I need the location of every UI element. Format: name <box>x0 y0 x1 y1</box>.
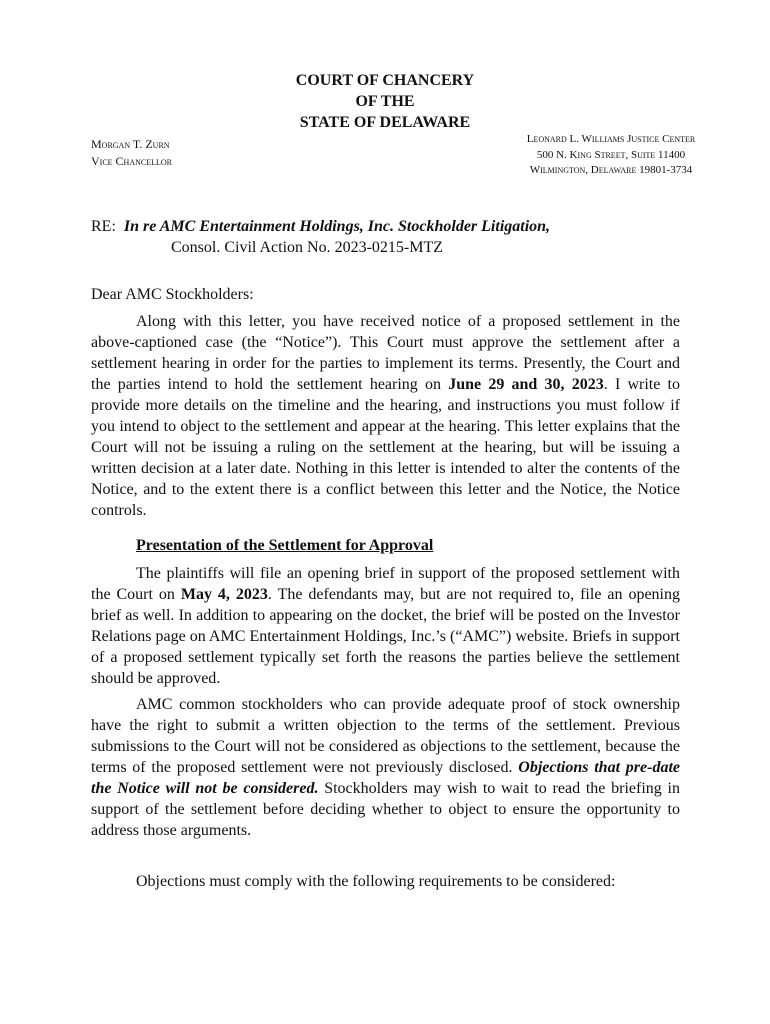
paragraph-4-text: Objections must comply with the following requirements to be considered: <box>136 873 616 890</box>
re-line1 <box>91 216 550 237</box>
court-title-line2: OF THE <box>355 93 415 110</box>
court-title-line1: COURT OF CHANCERY <box>295 72 475 89</box>
paragraph-1-text-a: Along with this letter, you have received notice of a proposed settlement in the above-captioned case (the “Notice”). This Court must approve the settlement after a settlement hearing in order for the parties to implement its terms. Presently, the Court and the parties intend to hold the settlement hearing on <box>91 313 680 393</box>
judge-title: Vice Chancellor <box>91 154 172 168</box>
paragraph-1 <box>91 311 680 521</box>
court-title <box>0 70 770 133</box>
paragraph-2-text-a: The plaintiffs will file an opening brief in support of the proposed settlement with the Court on <box>91 565 680 603</box>
section-heading: Presentation of the Settlement for Approval <box>136 537 434 554</box>
paragraph-3-text-b: Stockholders may wish to wait to read the briefing in support of the settlement before deciding whether to object to ensure the opportunity to address those arguments. <box>91 780 680 839</box>
re-label: RE: <box>91 218 116 235</box>
paragraph-2-text-b: . The defendants may, but are not required to, file an opening brief as well. In addition to appearing on the docket, the brief will be posted on the Investor Relations page on AMC Entertainment Holdings, Inc.’s (“AMC”) website. Briefs in support of a proposed settlement typically set forth the reasons the parties believe the settlement should be approved. <box>91 586 680 687</box>
judge-name: Morgan T. Zurn <box>91 137 170 151</box>
salutation: Dear AMC Stockholders: <box>91 286 254 303</box>
hearing-date: June 29 and 30, 2023 <box>448 376 604 393</box>
address-line2: 500 N. King Street, Suite 11400 <box>536 148 686 161</box>
paragraph-4 <box>91 871 680 892</box>
re-case-name: In re AMC Entertainment Holdings, Inc. Stockholder Litigation, <box>123 218 551 235</box>
paragraph-3-text-a: AMC common stockholders who can provide adequate proof of stock ownership have the right to submit a written objection to the terms of the settlement. Previous submissions to the Court will not be considered as objections to the settlement, because the terms of the proposed settlement were not previously disclosed. <box>91 696 680 776</box>
address-line3: Wilmington, Delaware 19801-3734 <box>529 164 693 176</box>
judge-block <box>91 136 172 170</box>
re-block <box>91 216 550 258</box>
re-action-number: Consol. Civil Action No. 2023-0215-MTZ <box>171 239 443 256</box>
court-title-line3: STATE OF DELAWARE <box>299 114 471 131</box>
address-line1: Leonard L. Williams Justice Center <box>526 133 696 145</box>
objection-warning: Objections that pre-date the Notice will not be considered. <box>91 759 680 797</box>
brief-date: May 4, 2023 <box>180 586 268 603</box>
court-address <box>480 132 742 179</box>
paragraph-2 <box>91 563 680 689</box>
paragraph-3 <box>91 694 680 841</box>
paragraph-1-text-b: . I write to provide more details on the timeline and the hearing, and instructions you must follow if you intend to object to the settlement and appear at the hearing. This letter explains that the Court will not be issuing a ruling on the settlement at the hearing, but will be issuing a written decision at a later date. Nothing in this letter is intended to alter the contents of the Notice, and to the extent there is a conflict between this letter and the Notice, the Notice controls. <box>91 376 680 519</box>
